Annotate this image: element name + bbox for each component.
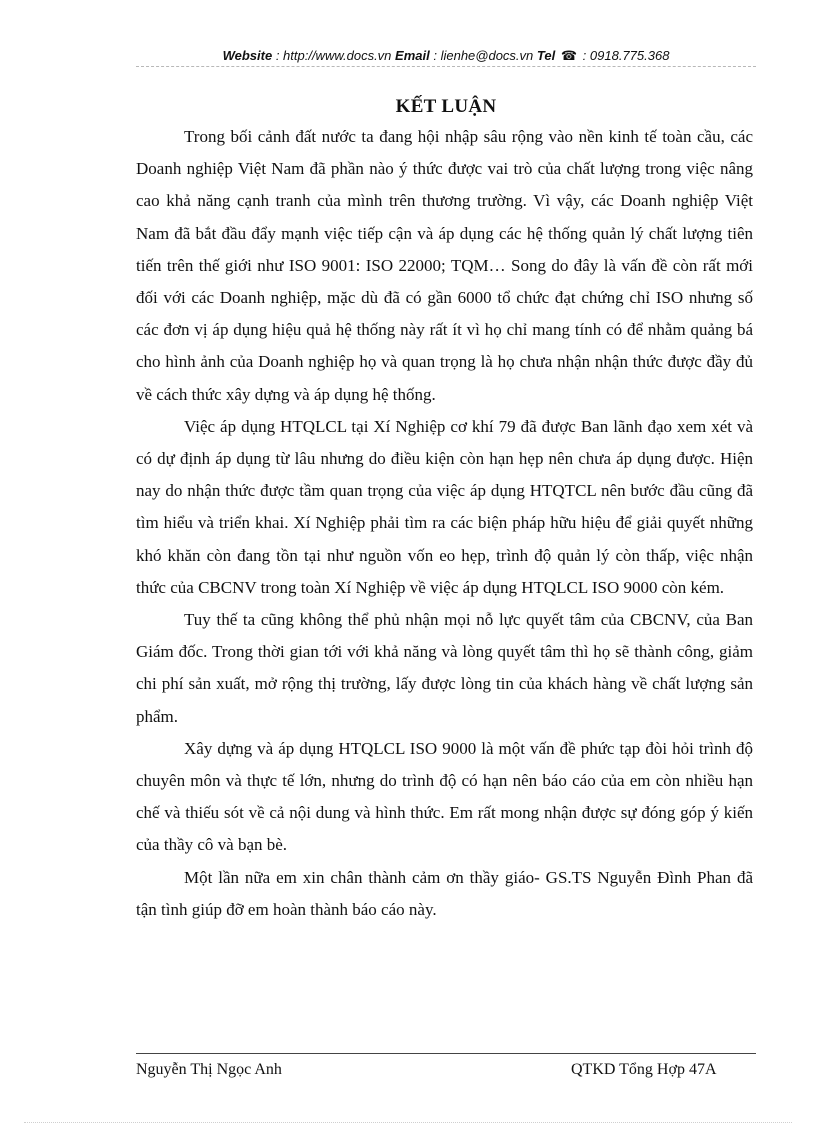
- email-label: Email: [395, 48, 430, 63]
- document-body: [136, 121, 753, 926]
- paragraph: Một lần nữa em xin chân thành cảm ơn thầy giáo- GS.TS Nguyễn Đình Phan đã tận tình giúp đỡ em hoàn thành báo cáo này.: [136, 867, 753, 919]
- tel-label: Tel: [536, 48, 556, 63]
- paragraph: Xây dựng và áp dụng HTQLCL ISO 9000 là một vấn đề phức tạp đòi hỏi trình độ chuyên môn và thực tế lớn, nhưng do trình độ có hạn nên báo cáo của em còn nhiều hạn chế và thiếu sót về cả nội dung và hình thức. Em rất mong nhận được sự đóng góp ý kiến của thầy cô và bạn bè.: [136, 738, 753, 855]
- paragraph: Việc áp dụng HTQLCL tại Xí Nghiệp cơ khí 79 đã được Ban lãnh đạo xem xét và có dự định áp dụng từ lâu nhưng do điều kiện còn hạn hẹp nên chưa áp dụng được. Hiện nay do nhận thức được tầm quan trọng của việc áp dụng HTQTCL nên bước đầu cũng đã tìm hiểu và triển khai. Xí Nghiệp phải tìm ra các biện pháp hữu hiệu để giải quyết những khó khăn còn đang tồn tại như nguồn vốn eo hẹp, trình độ quản lý còn thấp, việc nhận thức của CBCNV trong toàn Xí Nghiệp về việc áp dụng HTQLCL ISO 9000 còn kém.: [136, 416, 753, 597]
- page-title: KẾT LUẬN: [395, 96, 497, 117]
- website-label: Website: [222, 48, 273, 63]
- paragraph: Tuy thế ta cũng không thể phủ nhận mọi nỗ lực quyết tâm của CBCNV, của Ban Giám đốc. Trong thời gian tới với khả năng và lòng quyết tâm thì họ sẽ thành công, giảm chi phí sản xuất, mở rộng thị trường, lấy được lòng tin của khách hàng về chất lượng sản phẩm.: [136, 610, 753, 726]
- footer-author: Nguyễn Thị Ngọc Anh: [136, 1061, 282, 1078]
- email-address[interactable]: : lienhe@docs.vn: [433, 48, 534, 63]
- phone-icon: ☎: [560, 48, 578, 63]
- footer-class: QTKD Tổng Hợp 47A: [571, 1061, 717, 1078]
- website-url[interactable]: : http://www.docs.vn: [275, 48, 392, 63]
- footer-divider: [136, 1053, 756, 1054]
- page-header: [136, 46, 756, 67]
- tel-number: : 0918.775.368: [582, 48, 670, 63]
- paragraph: Trong bối cảnh đất nước ta đang hội nhập sâu rộng vào nền kinh tế toàn cầu, các Doanh nghiệp Việt Nam đã phần nào ý thức được vai trò của chất lượng trong việc nâng cao khả năng cạnh tranh của mình trên thương trường. Vì vậy, các Doanh nghiệp Việt Nam đã bắt đầu đẩy mạnh việc tiếp cận và áp dụng các hệ thống quản lý chất lượng tiên tiến trên thế giới như ISO 9001: ISO 22000; TQM… Song do đây là vấn đề còn rất mới đối với các Doanh nghiệp, mặc dù đã có gần 6000 tổ chức đạt chứng chỉ ISO nhưng số các đơn vị áp dụng hiệu quả hệ thống này rất ít vì họ chỉ mang tính có để nhằm quảng bá cho hình ảnh của Doanh nghiệp họ và quan trọng là họ chưa nhận nhận thức được đầy đủ về cách thức xây dựng và áp dụng hệ thống.: [136, 127, 753, 404]
